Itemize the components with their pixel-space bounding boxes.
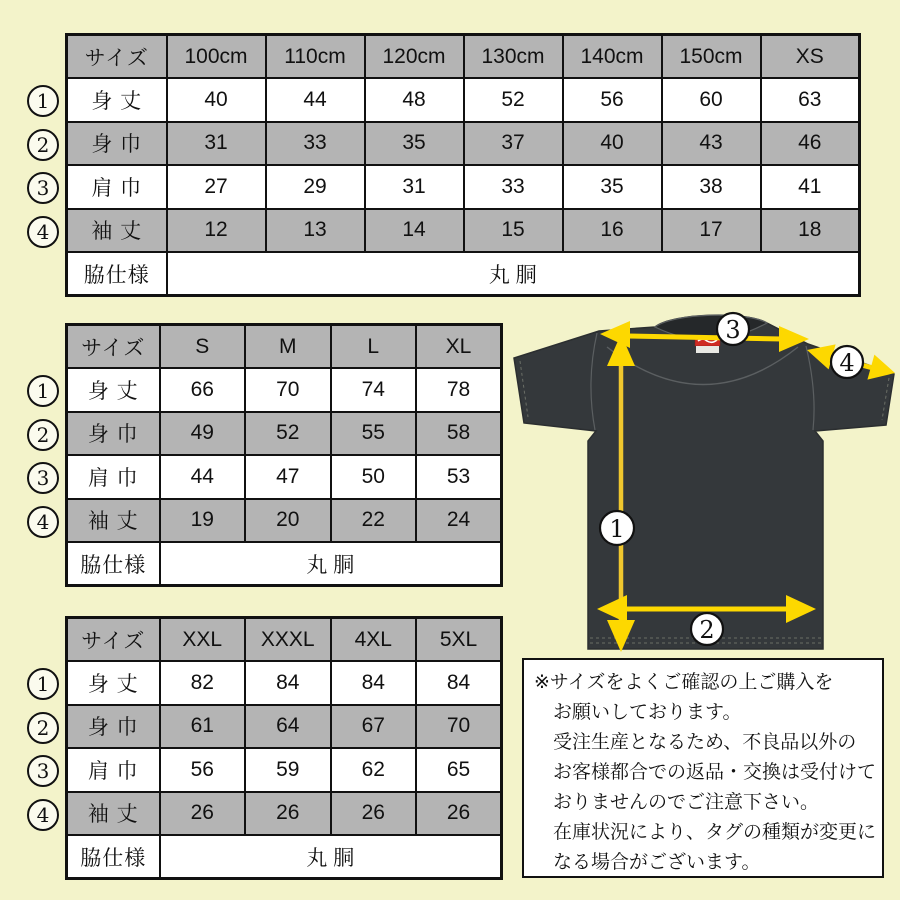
column-header: XXL xyxy=(160,618,246,662)
size-value: 33 xyxy=(464,165,563,209)
size-value: 82 xyxy=(160,661,246,705)
size-value: 44 xyxy=(266,78,365,122)
size-value: 24 xyxy=(416,499,502,543)
size-value: 70 xyxy=(245,368,331,412)
size-value: 55 xyxy=(331,412,417,456)
size-value: 20 xyxy=(245,499,331,543)
size-table-kids xyxy=(65,33,861,297)
size-value: 46 xyxy=(761,122,860,166)
size-value: 65 xyxy=(416,748,502,792)
tshirt-diagram-svg xyxy=(505,300,900,660)
measure-markers-column xyxy=(27,323,59,587)
size-value: 74 xyxy=(331,368,417,412)
column-header: XL xyxy=(416,325,502,369)
size-value: 58 xyxy=(416,412,502,456)
measure-markers-column xyxy=(27,616,59,880)
notice-line: ※サイズをよくご確認の上ご購入を xyxy=(534,672,834,693)
marker-1: 1 xyxy=(609,515,625,543)
column-header: L xyxy=(331,325,417,369)
measure-marker-2: 2 xyxy=(27,712,59,744)
size-value: 14 xyxy=(365,209,464,253)
size-chart-adult xyxy=(36,323,503,587)
measure-marker-3: 3 xyxy=(27,172,59,204)
row-label: 袖 丈 xyxy=(67,499,160,543)
row-label: 身 巾 xyxy=(67,705,160,749)
size-value: 53 xyxy=(416,455,502,499)
side-spec-value: 丸 胴 xyxy=(160,835,502,879)
row-label: 身 丈 xyxy=(67,661,160,705)
size-value: 70 xyxy=(416,705,502,749)
measure-marker-2: 2 xyxy=(27,129,59,161)
notice-line: おりませんのでご注意下さい。 xyxy=(553,792,820,813)
size-value: 31 xyxy=(167,122,266,166)
size-value: 44 xyxy=(160,455,246,499)
size-value: 84 xyxy=(416,661,502,705)
tshirt-measurement-diagram xyxy=(505,300,900,660)
size-value: 26 xyxy=(331,792,417,836)
size-value: 52 xyxy=(245,412,331,456)
size-value: 47 xyxy=(245,455,331,499)
measure-marker-3: 3 xyxy=(27,755,59,787)
row-label: 身 丈 xyxy=(67,78,167,122)
size-value: 62 xyxy=(331,748,417,792)
measure-marker-2: 2 xyxy=(27,419,59,451)
measure-marker-4: 4 xyxy=(27,506,59,538)
measure-marker-1: 1 xyxy=(27,375,59,407)
size-value: 41 xyxy=(761,165,860,209)
measure-marker-3: 3 xyxy=(27,462,59,494)
column-header: XS xyxy=(761,35,860,79)
size-value: 29 xyxy=(266,165,365,209)
size-value: 64 xyxy=(245,705,331,749)
size-header-label: サイズ xyxy=(67,618,160,662)
size-chart-kids xyxy=(36,33,861,297)
row-label: 脇仕様 xyxy=(67,835,160,879)
size-value: 49 xyxy=(160,412,246,456)
column-header: M xyxy=(245,325,331,369)
size-value: 78 xyxy=(416,368,502,412)
size-value: 84 xyxy=(331,661,417,705)
marker-2: 2 xyxy=(699,616,715,644)
size-value: 37 xyxy=(464,122,563,166)
size-value: 16 xyxy=(563,209,662,253)
size-value: 13 xyxy=(266,209,365,253)
column-header: 4XL xyxy=(331,618,417,662)
size-value: 67 xyxy=(331,705,417,749)
column-header: 150cm xyxy=(662,35,761,79)
size-value: 59 xyxy=(245,748,331,792)
column-header: S xyxy=(160,325,246,369)
size-value: 12 xyxy=(167,209,266,253)
size-value: 48 xyxy=(365,78,464,122)
size-value: 38 xyxy=(662,165,761,209)
size-value: 84 xyxy=(245,661,331,705)
size-value: 63 xyxy=(761,78,860,122)
size-value: 26 xyxy=(160,792,246,836)
size-value: 26 xyxy=(416,792,502,836)
measure-marker-1: 1 xyxy=(27,85,59,117)
size-value: 56 xyxy=(563,78,662,122)
measure-marker-4: 4 xyxy=(27,216,59,248)
row-label: 脇仕様 xyxy=(67,252,167,296)
size-value: 35 xyxy=(365,122,464,166)
size-value: 19 xyxy=(160,499,246,543)
size-value: 40 xyxy=(167,78,266,122)
size-value: 26 xyxy=(245,792,331,836)
notice-line: お願いしております。 xyxy=(553,702,742,723)
size-chart-big xyxy=(36,616,503,880)
row-label: 身 丈 xyxy=(67,368,160,412)
row-label: 身 巾 xyxy=(67,412,160,456)
row-label: 袖 丈 xyxy=(67,209,167,253)
measure-markers-column xyxy=(27,33,59,297)
measure-marker-1: 1 xyxy=(27,668,59,700)
side-spec-value: 丸 胴 xyxy=(167,252,860,296)
column-header: 5XL xyxy=(416,618,502,662)
size-value: 43 xyxy=(662,122,761,166)
purchase-notice xyxy=(522,658,884,878)
column-header: 100cm xyxy=(167,35,266,79)
size-value: 17 xyxy=(662,209,761,253)
size-value: 22 xyxy=(331,499,417,543)
size-value: 18 xyxy=(761,209,860,253)
notice-line: なる場合がございます。 xyxy=(553,852,761,873)
size-value: 60 xyxy=(662,78,761,122)
column-header: XXXL xyxy=(245,618,331,662)
size-header-label: サイズ xyxy=(67,325,160,369)
size-value: 33 xyxy=(266,122,365,166)
row-label: 肩 巾 xyxy=(67,165,167,209)
column-header: 130cm xyxy=(464,35,563,79)
measure-marker-4: 4 xyxy=(27,799,59,831)
size-value: 50 xyxy=(331,455,417,499)
size-value: 27 xyxy=(167,165,266,209)
marker-3: 3 xyxy=(725,316,741,344)
side-spec-value: 丸 胴 xyxy=(160,542,502,586)
column-header: 110cm xyxy=(266,35,365,79)
column-header: 140cm xyxy=(563,35,662,79)
size-header-label: サイズ xyxy=(67,35,167,79)
row-label: 肩 巾 xyxy=(67,455,160,499)
size-value: 66 xyxy=(160,368,246,412)
row-label: 袖 丈 xyxy=(67,792,160,836)
size-value: 61 xyxy=(160,705,246,749)
size-value: 31 xyxy=(365,165,464,209)
row-label: 身 巾 xyxy=(67,122,167,166)
notice-line: お客様都合での返品・交換は受付けて xyxy=(553,762,877,783)
size-value: 56 xyxy=(160,748,246,792)
row-label: 脇仕様 xyxy=(67,542,160,586)
notice-line: 在庫状況により、タグの種類が変更に xyxy=(553,822,877,843)
column-header: 120cm xyxy=(365,35,464,79)
size-value: 15 xyxy=(464,209,563,253)
notice-line: 受注生産となるため、不良品以外の xyxy=(553,732,857,753)
size-table-big xyxy=(65,616,503,880)
size-value: 52 xyxy=(464,78,563,122)
size-value: 35 xyxy=(563,165,662,209)
size-value: 40 xyxy=(563,122,662,166)
marker-4: 4 xyxy=(839,349,855,377)
size-table-adult xyxy=(65,323,503,587)
row-label: 肩 巾 xyxy=(67,748,160,792)
